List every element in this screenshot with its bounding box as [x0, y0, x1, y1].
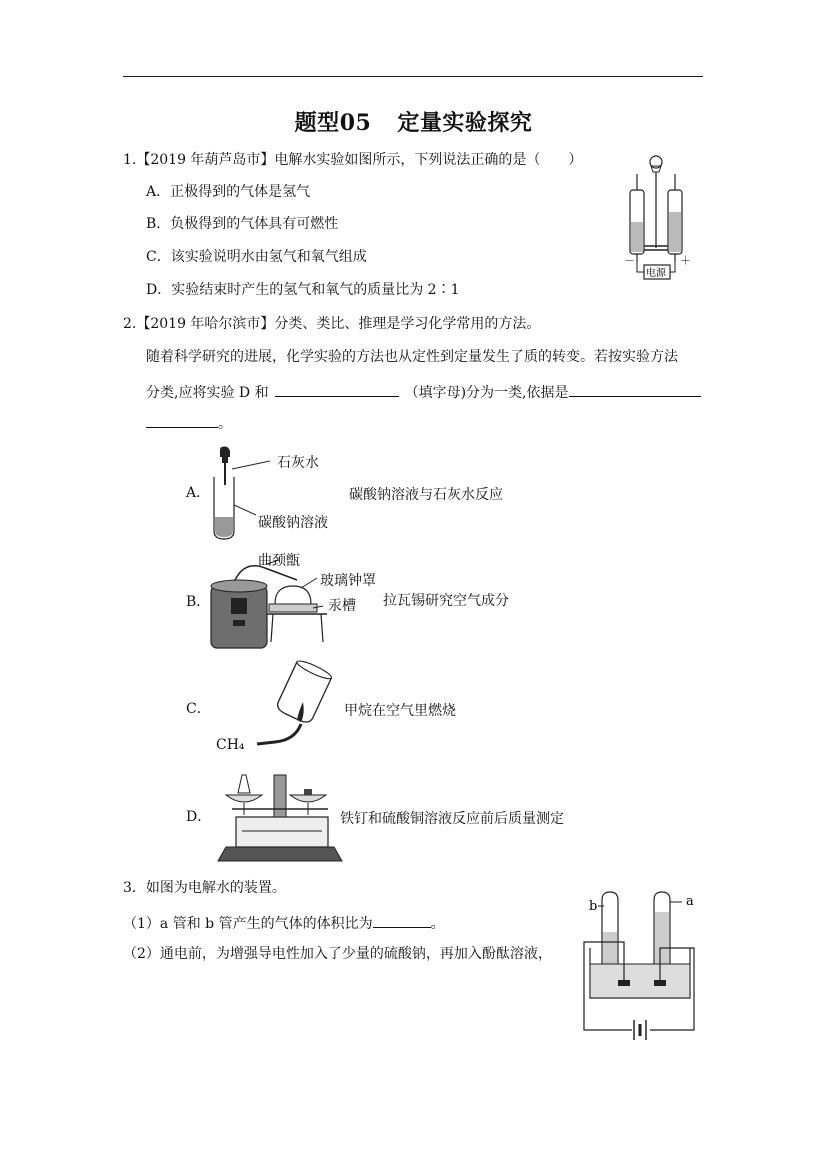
q2-line1: 随着科学研究的进展，化学实验的方法也从定性到定量发生了质的转变。若按实验方法	[146, 349, 678, 365]
q2-item-b-label-retort: 曲颈甑	[258, 553, 300, 569]
q2-line3-end: 。	[218, 416, 232, 432]
q2-item-b-caption: 拉瓦锡研究空气成分	[383, 593, 509, 609]
q2-item-b-letter[interactable]: B．	[186, 594, 211, 610]
q3-sub1-part-b: 。	[430, 916, 445, 932]
q3-label-b: b	[589, 899, 598, 914]
q2-item-b-label-bell-jar: 玻璃钟罩	[320, 573, 376, 589]
q2-stem: 2.【2019 年哈尔滨市】分类、类比、推理是学习化学常用的方法。	[123, 316, 541, 332]
q1-option-b[interactable]: B．负极得到的气体具有可燃性	[146, 216, 339, 232]
q2-line2-part-a: 分类,应将实验 D 和	[146, 385, 269, 401]
q2-item-a-label-limewater: 石灰水	[277, 455, 319, 471]
q1-stem: 1.【2019 年葫芦岛市】电解水实验如图所示，下列说法正确的是（ ）	[123, 152, 583, 168]
q2-item-b-label-mercury-trough: 汞槽	[328, 598, 356, 614]
q2-item-c-figure	[245, 662, 345, 752]
q2-item-c-letter[interactable]: C．	[186, 701, 211, 717]
page-title	[0, 106, 827, 137]
q1-option-c[interactable]: C．该实验说明水由氢气和氧气组成	[146, 249, 367, 265]
title-label: 题型	[294, 110, 340, 136]
q2-item-c-label-methane: CH₄	[216, 737, 245, 753]
q2-blank-reason-cont[interactable]	[146, 413, 218, 428]
title-text: 定量实验探究	[397, 110, 533, 136]
q2-item-a-label-carbonate: 碳酸钠溶液	[258, 515, 328, 531]
q2-line3	[146, 413, 232, 433]
q3-stem: 3．如图为电解水的装置。	[123, 880, 286, 896]
q2-blank-letters[interactable]	[275, 382, 399, 397]
q3-sub1-part-a: （1）a 管和 b 管产生的气体的体积比为	[123, 916, 373, 932]
q1-option-a[interactable]: A．正极得到的气体是氢气	[146, 184, 311, 200]
q2-item-b-figure	[205, 556, 335, 651]
q1-option-d[interactable]: D．实验结束时产生的氢气和氧气的质量比为 2∶1	[146, 282, 460, 298]
q3-electrolysis-figure	[578, 892, 708, 1047]
q3-sub2: （2）通电前，为增强导电性加入了少量的硫酸钠，再加入酚酞溶液，	[123, 946, 552, 962]
q2-item-a-caption: 碳酸钠溶液与石灰水反应	[349, 487, 503, 503]
q3-blank-ratio[interactable]	[373, 913, 431, 928]
q1-electrolysis-figure	[614, 152, 714, 286]
q1-power-label: 电源	[646, 268, 666, 279]
q2-item-a-letter[interactable]: A．	[186, 485, 211, 501]
q2-item-d-letter[interactable]: D．	[186, 809, 212, 825]
q1-minus-sign: －	[624, 254, 635, 267]
q2-blank-reason[interactable]	[569, 382, 701, 397]
q2-item-c-caption: 甲烷在空气里燃烧	[344, 703, 456, 719]
title-number: 05	[339, 110, 372, 136]
q2-line2-part-b: （填字母)分为一类,依据是	[404, 385, 569, 401]
q2-item-d-caption: 铁钉和硫酸铜溶液反应前后质量测定	[340, 811, 564, 827]
q2-line2	[146, 382, 701, 402]
q1-plus-sign: ＋	[680, 254, 691, 267]
q2-item-d-figure	[218, 765, 343, 863]
q3-sub1	[123, 913, 445, 933]
header-rule	[123, 76, 703, 77]
q3-label-a: a	[686, 894, 694, 909]
